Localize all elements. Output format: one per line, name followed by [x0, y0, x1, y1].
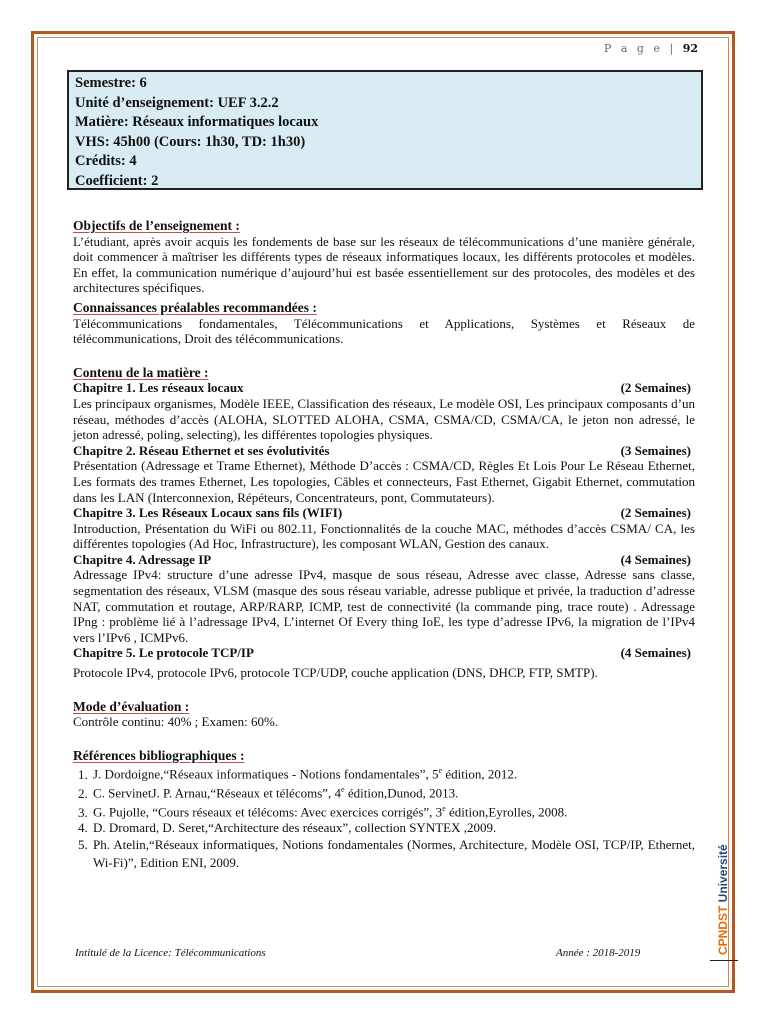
- reference-item: 5. Ph. Atelin,“Réseaux informatiques, Notions fondamentales (Normes, Architecture, Modèle OSI, TCP/IP, Ethernet, Wi-Fi)”, Edition ENI, 2009.: [91, 836, 695, 872]
- info-semestre: Semestre: 6: [75, 75, 147, 91]
- page-number: P a g e | 92: [603, 42, 698, 55]
- chapter-4-heading: [73, 552, 695, 568]
- chapter-1-heading: [73, 380, 695, 396]
- footer-year: Année : 2018-2019: [556, 947, 641, 959]
- info-matiere: Matière: Réseaux informatiques locaux: [75, 114, 319, 130]
- objectifs-title: Objectifs de l’enseignement :: [73, 218, 240, 233]
- prerequis-title: Connaissances préalables recommandées :: [73, 299, 317, 315]
- info-coefficient: Coefficient: 2: [75, 172, 159, 189]
- chapter-duration: (4 Semaines): [620, 551, 691, 567]
- document-body: [73, 218, 695, 872]
- info-unite: Unité d’enseignement: UEF 3.2.2: [75, 94, 279, 111]
- chapter-3-heading: [73, 505, 695, 521]
- contenu-title: Contenu de la matière :: [73, 364, 209, 380]
- chapter-duration: (2 Semaines): [620, 380, 691, 396]
- references-title: Références bibliographiques :: [73, 747, 245, 763]
- chapter-1-text: Les principaux organismes, Modèle IEEE, Classification des réseaux, Le modèle OSI, Les principaux composants d’un réseau, méthodes d’accès (ALOHA, SLOTTED ALOHA, CSMA, CSMA/CD, CSMA/CA, le jeton non adressé, le jeton adressé, poling, selecting), les différentes topologies physiques.: [73, 395, 695, 443]
- objectifs-text: L’étudiant, après avoir acquis les fondements de base sur les réseaux de télécommunications d’une manière générale, doit commencer à maîtriser les différents types de réseaux informatiques locaux, les différents protocoles et modèles. En effet, la communication numérique d’aujourd’hui est basée essentiellement sur des protocoles, des modèles et des architectures spécifiques.: [73, 233, 695, 296]
- chapter-duration: (3 Semaines): [620, 442, 691, 458]
- references-list: [73, 763, 695, 871]
- chapter-5-heading: [73, 645, 695, 661]
- prerequis-text: Télécommunications fondamentales, Télécommunications et Applications, Systèmes et Réseaux de télécommunications, Droit des télécommunications.: [73, 315, 695, 347]
- chapter-4-text: Adressage IPv4: structure d’une adresse IPv4, masque de sous réseau, Adresse avec classe, Adresse sans classe, segmentation des réseaux, VLSM (masque des sous réseau variable, adresse publique et privée, la traduction d’adresse NAT, commutation et routage, ARP/RARP, ICMP, test de connectivité (la commande ping, trace route) . Adressage IPng : problème lié à l’adressage IPv4, L’internet Of Every thing IoE, les type d’adresse IPv6, la migration de l’IPv4 vers l’IPv6 , ICMPv6.: [73, 567, 695, 645]
- info-vhs: VHS: 45h00 (Cours: 1h30, TD: 1h30): [75, 133, 306, 150]
- chapter-5-text: Protocole IPv4, protocole IPv6, protocole TCP/UDP, couche application (DNS, DHCP, FTP, SMTP).: [73, 665, 598, 681]
- chapter-title: Chapitre 4. Adressage IP: [73, 551, 212, 567]
- chapter-title: Chapitre 3. Les Réseaux Locaux sans fils (WIFI): [73, 505, 343, 521]
- footer-licence: Intitulé de la Licence: Télécommunications: [75, 947, 266, 959]
- chapter-duration: (4 Semaines): [620, 645, 691, 661]
- chapter-2-text: Présentation (Adressage et Trame Ethernet), Méthode D’accès : CSMA/CD, Règles Et Lois Pour Le Réseau Ethernet, Les formats des trames Ethernet, Les topologies, Câbles et connecteurs, Fast Ethernet, Gigabit Ethernet, commutation dans les LAN (Interconnexion, Répéteurs, Concentrateurs, pont, Commutateurs).: [73, 458, 695, 505]
- reference-item: 2. C. ServinetJ. P. Arnau,“Réseaux et télécoms”, 4e édition,Dunod, 2013.: [91, 782, 695, 801]
- chapter-title: Chapitre 5. Le protocole TCP/IP: [73, 645, 254, 661]
- reference-item: 4. D. Dromard, D. Seret,“Architecture des réseaux”, collection SYNTEX ,2009.: [91, 820, 695, 836]
- chapter-3-text: Introduction, Présentation du WiFi ou 802.11, Fonctionnalités de la couche MAC, méthodes d’accès CSMA/ CA, les différentes topologies (Ad Hoc, Infrastructure), les composant WLAN, Gestion des canaux.: [73, 520, 695, 552]
- chapter-duration: (2 Semaines): [620, 505, 691, 521]
- chapter-title: Chapitre 1. Les réseaux locaux: [73, 380, 244, 396]
- reference-item: 1. J. Dordoigne,“Réseaux informatiques - Notions fondamentales”, 5e édition, 2012.: [91, 763, 695, 782]
- chapter-title: Chapitre 2. Réseau Ethernet et ses évolutivités: [73, 442, 330, 458]
- chapter-2-heading: [73, 443, 695, 459]
- footer-divider: [710, 960, 738, 961]
- reference-item: 3. G. Pujolle, “Cours réseaux et télécoms: Avec exercices corrigés”, 3e édition,Eyrolles, 2008.: [91, 801, 695, 820]
- info-credits: Crédits: 4: [75, 153, 137, 169]
- course-info-box: [67, 70, 703, 190]
- evaluation-title: Mode d’évaluation :: [73, 698, 190, 714]
- evaluation-text: Contrôle continu: 40% ; Examen: 60%.: [73, 714, 279, 730]
- side-logo-text: CPNDST Université: [716, 844, 730, 955]
